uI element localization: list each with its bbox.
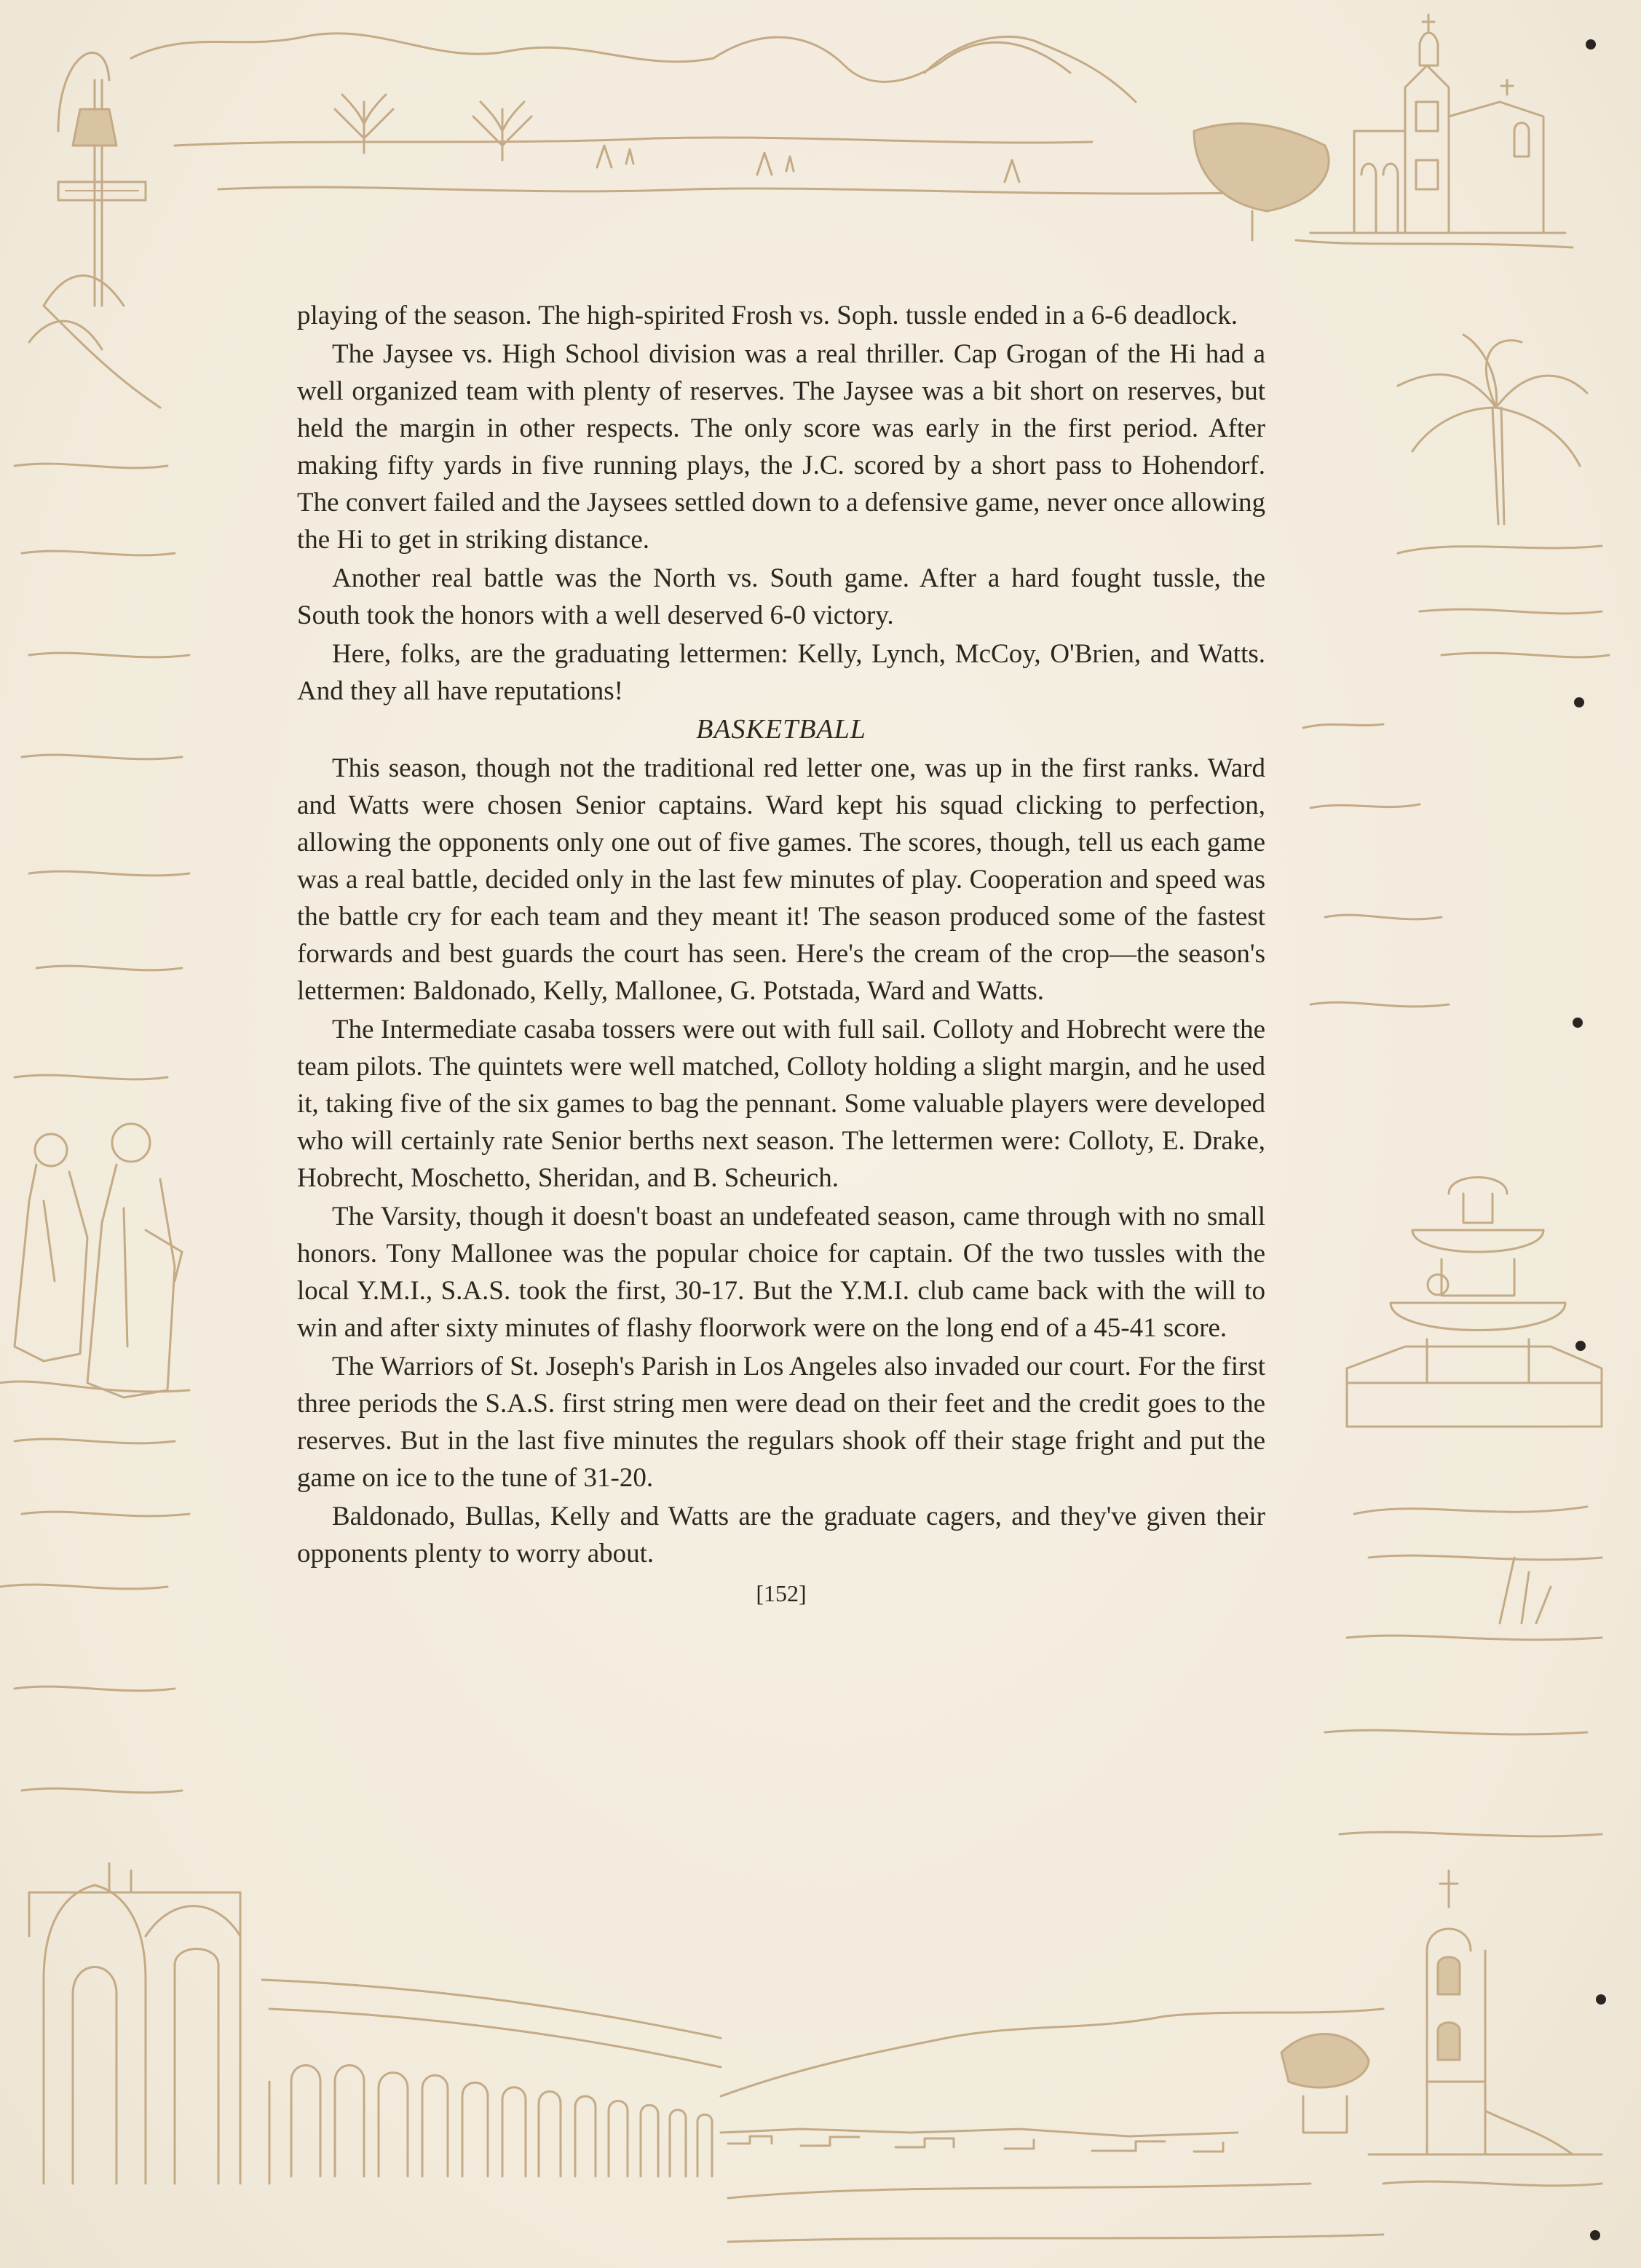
bell-tower-icon (1369, 1871, 1602, 2186)
paragraph: The Intermediate casaba tossers were out with full sail. Colloty and Hobrecht were the team pilots. The quintets were well matched, Colloty holding a slight margin, and he used it, taking five of the six games to bag the pennant. Some valuable players were developed who will certainly rate Senior berths next season. The lettermen were: Colloty, E. Drake, Hobrecht, Moschetto, Sheridan, and B. Scheurich. (297, 1015, 1265, 1193)
desert-mountains-icon (131, 33, 1329, 240)
binder-hole (1590, 2230, 1600, 2240)
binder-hole (1573, 1018, 1583, 1028)
article-text (297, 297, 1265, 1610)
mission-bell-icon (29, 52, 146, 349)
paragraph: This season, though not the traditional red letter one, was up in the first ranks. Ward and Watts were chosen Senior captains. Ward kept his squad clicking to perfection, allowing the opponents only one out of five games. The scores, though, tell us each game was a real battle, decided only in the last few minutes of play. Cooperation and speed was the battle cry for each team and they meant it! The season produced some of the fastest forwards and best guards the court has seen. Here's the cream of the crop—the season's lettermen: Baldonado, Kelly, Mallonee, G. Potstada, Ward and Watts. (297, 753, 1265, 1006)
paragraph: The Jaysee vs. High School division was a real thriller. Cap Grogan of the Hi had a well organized team with plenty of reserves. The Jaysee was a bit short on reserves, but held the margin in other respects. The only score was early in the first period. After making fifty yards in five running plays, the J.C. scored by a short pass to Hohendorf. The convert failed and the Jaysees settled down to a defensive game, never once allowing the Hi to get in striking distance. (297, 339, 1265, 555)
paragraph: Another real battle was the North vs. South game. After a hard fought tussle, the South took the honors with a well deserved 6-0 victory. (297, 563, 1265, 630)
page-number: [152] (756, 1580, 807, 1606)
left-scenery-lines (15, 306, 189, 1079)
binder-hole (1596, 1994, 1606, 2005)
friars-icon (0, 1124, 189, 1793)
arches-ruin-icon (29, 1863, 269, 2184)
paragraph: Baldonado, Bullas, Kelly and Watts are the graduate cagers, and they've given their opponents plenty to worry about. (297, 1502, 1265, 1569)
binder-hole (1574, 697, 1584, 707)
section-heading: BASKETBALL (696, 714, 866, 745)
paragraph: The Varsity, though it doesn't boast an undefeated season, came through with no small honors. Tony Mallonee was the popular choice for captain. Of the two tussles with the local Y.M.I., S.A.S. took the first, 30-17. But the Y.M.I. club came back with the will to win and after sixty minutes of flashy floorwork were on the long end of a 45-41 score. (297, 1202, 1265, 1343)
binder-hole (1575, 1341, 1586, 1351)
village-hills-icon (721, 2009, 1383, 2242)
paragraph: Here, folks, are the graduating lettermen: Kelly, Lynch, McCoy, O'Brien, and Watts. And they all have reputations! (297, 639, 1265, 706)
aqueduct-arches-icon (262, 1980, 721, 2176)
right-scenery-lines (1303, 724, 1449, 1007)
binder-hole (1586, 39, 1596, 49)
mission-church-icon (1296, 15, 1573, 247)
paragraph: The Warriors of St. Joseph's Parish in Los Angeles also invaded our court. For the first three periods the S.A.S. first string men were dead on their feet and the credit goes to the reserves. But in the last five minutes the regulars shook off their stage fright and put the game on ice to the tune of 31-20. (297, 1352, 1265, 1493)
paragraph: playing of the season. The high-spirited Frosh vs. Soph. tussle ended in a 6-6 deadlock. (297, 301, 1238, 330)
palm-tree-icon (1398, 335, 1609, 657)
right-lower-scenery (1325, 1558, 1602, 1836)
fountain-icon (1347, 1178, 1602, 1560)
